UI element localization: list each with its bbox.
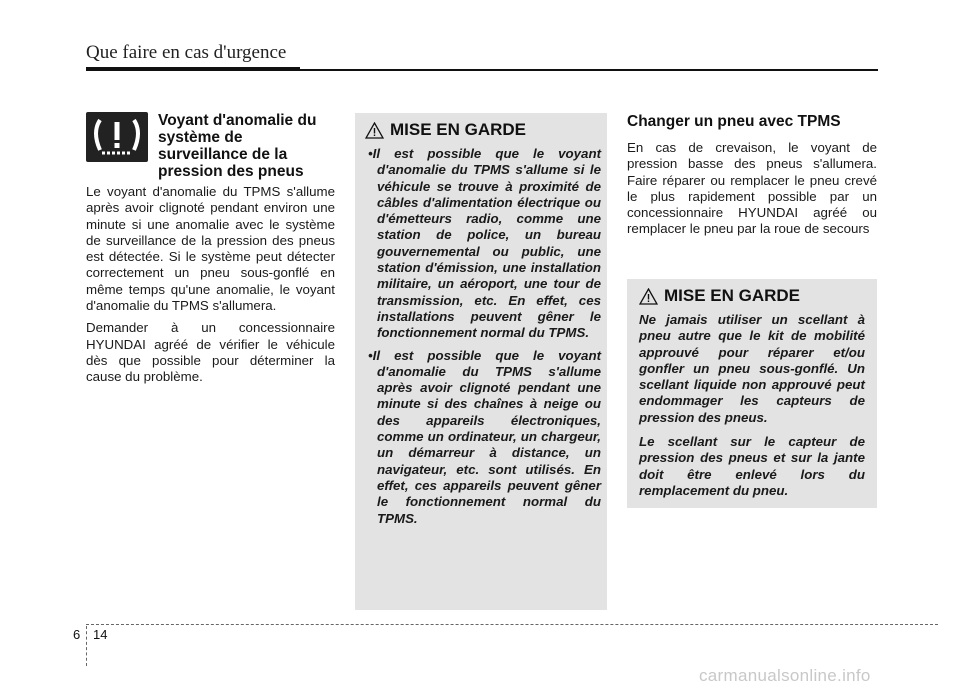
header-rule-thin	[300, 69, 878, 71]
caution-list	[355, 146, 601, 527]
caution-box	[627, 279, 877, 508]
list-item: • Il est possible que le voyant d'anomalie du TPMS s'allume si le véhicule se trouve à proximité de câbles d'alimentation électrique ou d'émetteurs radio, comme une station de police, un bureau gouvernemental ou public, une station d'émission, une installation militaire, un aéroport, une tour de transmission, etc. En effet, ces installations peuvent gêner le fonctionnement normal du TPMS.	[377, 146, 601, 342]
warning-triangle-icon	[365, 122, 384, 139]
footer-vertical-divider	[86, 626, 87, 666]
caution-header	[355, 113, 607, 140]
paragraph: Le voyant d'anomalie du TPMS s'allume après avoir clignoté pendant environ une minute si une anomalie avec le système de surveillance de la pression des pneus est détectée. Si le système peut détecter correctement un pneu sous-gonflé en même temps qu'une anomalie, le voyant d'anomalie du TPMS s'allumera.	[86, 184, 335, 314]
caution-title: MISE EN GARDE	[390, 120, 527, 139]
tire-change-section	[627, 113, 877, 238]
caution-box	[355, 113, 607, 610]
caution-title: MISE EN GARDE	[664, 286, 801, 305]
section-title: Changer un pneu avec TPMS	[627, 113, 841, 130]
paragraph: En cas de crevaison, le voyant de pression basse des pneus s'allumera. Faire réparer ou remplacer le pneu crevé le plus rapidement possible par un concessionnaire HYUNDAI agréé ou remplacer le pneu par la roue de secours	[627, 140, 877, 237]
list-item: • Il est possible que le voyant d'anomalie du TPMS s'allume après avoir clignoté pendant une minute si des chaînes à neige ou des appareils électroniques, comme un ordinateur, un chargeur, un démarreur à distance, un navigateur, etc. sont utilisés. En effet, ces appareils peuvent gêner le fonctionnement normal du TPMS.	[377, 348, 601, 527]
paragraph: Ne jamais utiliser un scellant à pneu autre que le kit de mobilité approuvé pour réparer et/ou gonfler un pneu sous-gonflé. Un scellant liquide non approuvé peut endommager les capteurs de pression des pneus.	[639, 312, 865, 425]
caution-header	[627, 279, 877, 306]
paragraph: Demander à un concessionnaire HYUNDAI agréé de vérifier le véhicule dès que possible pour déterminer la cause du problème.	[86, 320, 335, 385]
page-header-title: Que faire en cas d'urgence	[86, 42, 287, 63]
tpms-warning-light-icon	[86, 112, 148, 162]
paragraph: Le scellant sur le capteur de pression des pneus et sur la jante doit être enlevé lors du remplacement du pneu.	[639, 434, 865, 498]
warning-triangle-icon	[639, 288, 658, 305]
chapter-number: 6	[73, 627, 81, 642]
watermark: carmanualsonline.info	[699, 666, 871, 685]
page-number: 14	[93, 627, 108, 642]
section-title: Voyant d'anomalie du système de surveillance de la pression des pneus	[158, 112, 317, 180]
header-rule-thick	[86, 67, 300, 71]
footer-divider	[86, 624, 938, 625]
